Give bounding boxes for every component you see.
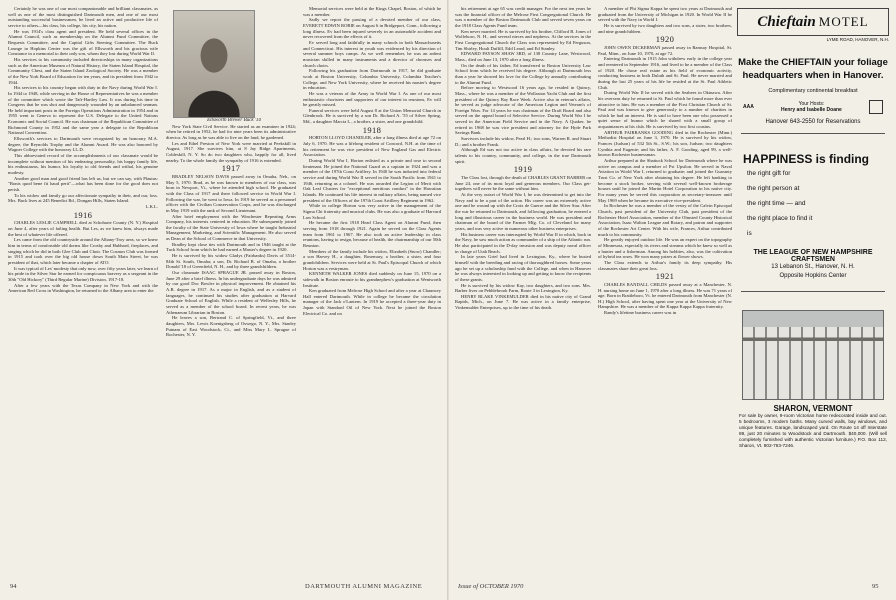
paragraph: Sadly we report the passing of a devoted member of our class, EVERETT EDWIN ROBIE on August 6 in Bridgeport, Conn., following a long illness. Ev had been injured severely in an automobile accident and never recovered from the effects of it. (303, 17, 441, 40)
logo-word: MOTEL (818, 14, 869, 29)
paragraph: He was a veteran of the Army in World War I. As one of our most enthusiastic choristers and supporters of our interest in reunions, Ev will be greatly missed. (303, 90, 441, 108)
left-col-1 (8, 6, 158, 581)
paragraph: Although Ed was not too active in class affairs, he devoted his rare talents to his country, community, and college, in the true Dartmouth spirit. (455, 147, 591, 164)
paragraph: his retirement at age 65 was credit manager. For the next ten years he was the financial officer of the Melrose First Congregational Church. He was a member of the Boston Dartmouth Club and served seven years on the 1918 Class Agents Fund team. (455, 6, 591, 28)
happiness-line: is (747, 230, 752, 237)
paragraph: This abbreviated record of the accomplishments of our classmate would be incomplete without mention of his endearing personality, his happy family life, his enthusiasms, his humor, his loyalty to old friends and withal, his genuine modesty. (8, 153, 158, 176)
happiness-lines (737, 166, 889, 241)
class-heading-1918: 1918 (362, 124, 382, 135)
seal-icon (869, 100, 883, 114)
paragraph: It was typical of Les' modesty that only now, over fifty years later, we learn of his pride in the Silver Star he earned for conspicuous bravery as a sergeant in the 30th "Old Hickory" (Third Regular Marine) Division, 1917-18. (8, 265, 158, 282)
class-1918-body (303, 135, 441, 316)
paragraph: He became the first 1918 Head Class Agent on Alumni Fund, then serving from 1918 through 1921. Again he served on the Class Agents team from 1961 to 1967. He also took an active leadership in class reunions, having to resign, because of health, the chairmanship of our 50th Reunion. (303, 220, 441, 248)
paragraph: JOHN OWEN DICKERMAN passed away in Ramsay Hospital, St. Paul, Minn., on June 10, 1970, at age 72. (598, 44, 732, 56)
paragraph: Randy's lifetime business career was in (604, 310, 677, 316)
league-name: THE LEAGUE OF NEW HAMPSHIRE CRAFTSMEN (753, 249, 873, 263)
footer-issue: Issue of OCTOBER 1970 (458, 583, 524, 590)
paragraph: Our classmate ISAAC SPRAGUE JR. passed away in Boston, June 29 after a brief illness. In his undergraduate days he was admired by our good Doc Bowler in physical improvement. He obtained his A.B. degree in 1917. As a major in English, and as a student of languages, he continued his studies after graduation at Harvard Graduate School of English. While a resident of Wellesley Hills, he served as a member of the school board. In recent years, he was Athenaeum Librarian in Boston. (166, 270, 296, 315)
paragraph: Before moving to Westwood 16 years ago, he resided in Quincy, Mass., where he was a member of the Wollaston Yacht Club and the first president of the Quincy Bay Race Week. Active also in veteran's affairs, he served as judge advocate of the American Legion and Veteran's of Foreign Wars. For 14 years he was chairman of the Draft Board and also served on the appeal board of Selective Service. During World War I he served in the American Field Service and in the Navy. A Quaker, he retired in 1968 he was vice president and attorney for the Hyde Park Savings Bank. (455, 85, 591, 136)
ad-divider (741, 133, 885, 134)
paragraph: Funeral services were held August 8 at the Union Memorial Church in Glenbrook. He is survived by a son Dr. Richard A. '55 of Silver Spring, Md., a daughter Marcia L., a brother, a sister, and one grandchild. (303, 107, 441, 125)
logo-sub: LYME ROAD, HANOVER, N.H. (826, 37, 889, 42)
paragraph: During World War II he served with the Seabees in Okinawa. After his overseas duty he returned to St. Paul which he found more than ever attractive to him. He was a member of the First Christian Church of St. Paul and was known to give generously to a number of charities in which he had an interest. He is said to have been one who possessed a quiet sense of humor which he shared with a small group of acquaintances at his club. He is survived by two first cousins. (598, 90, 732, 130)
paragraph: After a few years with the Texas Company in New York and with the American Red Cross in Washington, he returned to the Albany area to enter the (8, 282, 158, 294)
league-location: Opposite Hopkins Center (779, 273, 847, 279)
class-1916-body (8, 220, 158, 294)
paragraph: His business career was interrupted by World War II in which, back in the Navy, he saw much action as commander of a ship of the Atlantic run. He also participated in the D-day invasion and was deputy naval officer in charge of Utah Beach. (455, 231, 591, 254)
paragraph: He is survived by his widow Gladys (Fairbanks) Davis of 3514-84th St. South, Omaha; a son, Dr. Richard B. of Omaha, a brother Donald '18 of Greenfield, N. H., and by three grandchildren. (166, 253, 296, 270)
paragraph: Ken never married. He is survived by his brother, Clifford B. Jones of Wolfeboro, N. H., and several nieces and nephews. At the services in the First Congregational Church the Class was represented by Ed Ferguson, Tim Shirley, Hoult Duffill, Edd Leard, and Ed Stanley. (455, 28, 591, 51)
right-col-2 (598, 6, 732, 581)
paragraph: Memorial services were held at the Kings Chapel, Boston, of which he was a member. (303, 6, 441, 17)
paragraph: While in college Horton was very active in the management of the Sigma Chi fraternity and musical clubs. He was also a graduate of Harvard Law School. (303, 203, 441, 220)
paragraph: CHARLES RANDALL CHILDS passed away at a Manchester, N. H. nursing home on June 1, 1970 after a long illness. He was 71 years of age. Born in Brattleboro, Vt. he entered Dartmouth from Manchester (N. H.) High School, after having spent one year at the University of New Hampshire. He was a member of the Kappa Kappa Kappa fraternity. (598, 281, 732, 310)
class-heading-1916: 1916 (73, 209, 93, 220)
paragraph: BRADLEY NELSON DAVIS passed away in Omaha, Neb., on May 5, 1970. Brad, as he was known to members of our class, was born in Newport, Vt., where he attended high school. He graduated with the Class of 1917 and there followed service in World War I. Following the war, he went to Iowa. In 1919 he served as a personnel officer with the Civilian Conservation Corps, and he was discharged in May 1919 with the rank of Second Lieutenant. (166, 173, 296, 213)
logo-script: Chieftain (757, 13, 816, 30)
col2-top-text (166, 124, 296, 164)
paragraph: In late years Grief had lived in Lexington, Ky., where he busied himself with the breeding and racing of thoroughbred horses. Some years ago he set up a scholarship fund with the College, and when in Hanover he was always interested in looking up and getting to know the recipients of these grants. (455, 254, 591, 282)
class-heading-1921: 1921 (655, 271, 675, 282)
paragraph: His services to his community included directorships in many organizations such as the American Museum of Natural History, the Staten Island Hospital, the Community Chest, and the Staten Island Zoological Society. He was a member of the New York Board of Education for ten years, and its president from 1942 to 1944. (8, 56, 158, 85)
class-1917-body (166, 174, 296, 338)
paragraph: Arthur prepared at the Shattuck School for Dartmouth where he was active on campus and a member of Psi Upsilon. He served in Naval Aviation in World War I, returned to graduate; and joined the Guaranty Trust Co. of New York after obtaining his degree. He left banking to become a stock broker, serving with several well-known brokerage houses until he joined the Martin Hotel Corporation in his native city. For many years he served this corporation as secretary-treasurer until May 1969 when he became its executive vice-president. (598, 158, 732, 203)
league-address: 13 Lebanon St., Hanover, N. H. (771, 264, 855, 270)
intro-text (8, 6, 158, 204)
paragraph: A member of Phi Sigma Kappa he spent two years at Dartmouth and graduated from the University of Michigan in 1920. In World War II he served with the Navy in World I. (598, 6, 732, 23)
paragraph: Les came from the old countryside around the Albany-Troy area, so we knew him in terms of comfortable old dorms like Crosby and Hubbard, fireplaces, and singing which he did in both Glee Club and Choir. The Cosmos Club was formed in 1915 and took over the big old house down South Main Street, he was president of that, which later became a chapter of ATO. (8, 237, 158, 265)
paragraph: He is survived by his widow Kay, two daughters, and two sons. Mrs. Barber lives on Pebblebrook Farm, Route 3 in Lexington, Ky. (455, 282, 591, 294)
paragraph: ARTHUR FAIRBANKS GOODING died in the Rochester (Minn.) Methodist Hospital on June 3, 1970. He is survived by his widow, Frances (Judson) of 532 5th St., S.W.; his son, Judson; two daughters Cynthia and Eugenie; and his father, A. F. Gooding, aged 99, a well-known Rochester businessman. (598, 129, 732, 158)
signature: L.K.L. (145, 203, 158, 209)
col3-top-text (303, 6, 441, 125)
reservation-phone: Hanover 643-2550 for Reservations (765, 119, 861, 125)
victorian-house-photo (742, 310, 884, 400)
paragraph: Following his graduation from Dartmouth in 1917, he did graduate work at Boston University, Columbia University, Columbia Teacher's College, and New York University, where he received his master's degree in education. (303, 68, 441, 91)
paragraph: Certainly he was one of our most companionable and brilliant classmates, as well as one of the most distinguished Dartmouth men, and one of our most outstanding successful businessmen, he lived an active and productive life of service to others—his class, his college, his city, his nation. (8, 6, 158, 28)
left-col-2 (166, 118, 296, 578)
paragraph: The Class extends to Arthur's family its deep sympathy. His classmates share their great loss. (598, 259, 732, 271)
paragraph: Bradley kept close ties with Dartmouth and in 1946 taught at the Tuck School from which he had earned a Master's degree in 1920. (166, 241, 296, 253)
ads-column (737, 8, 889, 588)
chieftain-headline: Make the CHIEFTAIN your foliage headquarters when in Hanover. (738, 57, 888, 81)
happiness-line: the right gift for (747, 170, 791, 177)
paragraph: In Rochester he was a member of the vestry of the Calvin Episcopal Church, past president of the University Club, past president of the Rochester Hotel Association, member of the Olmsted County Historical Association, Isaac Walton League and Rotary, and patron and supporter of the Rochester Art Center. With his wife, Frances, Arthur contributed much to his community. (598, 203, 732, 237)
right-col2-top-text (598, 6, 732, 34)
class-1919-body (455, 175, 591, 311)
paragraph: Members of the family include his widow, Elizabeth (Snow) Chandler; a son Harvey H., a daughter, Rosemary, a brother, a sister, and four grandchildren. Services were held at St. Paul's Episcopal Church of which Horton was a vestryman. (303, 248, 441, 271)
paragraph: His services to his country began with duty in the Navy during World War I. In 1944 to 1948, while serving in the House of Representatives he was a member of the committee which wrote the Taft-Hartley Law. It was during his time in Congress that he was shot and dangerously wounded by an unbalanced seaman. He held important posts in the Foreign Operations Administration in 1954 and in 1955 went to Geneva to represent the U.S. Delegate to the United Nations Economic and Social Council. He was chairman of the Republican Committee of Richmond County in 1952 and the same year a delegate to the Republican National Convention. (8, 85, 158, 136)
hosts-block (781, 101, 842, 113)
paragraph: HORTON LLOYD CHANDLER, after a long illness died at age 72 on July 6, 1970. He was a lifelong resident of Concord, N.H. at the time of his retirement he was vice president of New England Gas and Electric Association. (303, 135, 441, 158)
happiness-headline: HAPPINESS is finding (743, 152, 870, 166)
paragraph: EDWARD PAYSON SHAW 3RD, of 138 Country Lane, Westwood, Mass., died on June 13, 1970 after a long illness. (455, 51, 591, 62)
paragraph: HENRY BLAKE VINKEMULDER died in his native city of Grand Rapids, Mich., on June 7. He was active in a family enterprise, Vinkemulder Enterprises, up to the time of his death. (455, 293, 591, 311)
page-number-left: 94 (10, 583, 17, 590)
right-col1-top-text (455, 6, 591, 164)
photo-caption: Ellsworth Brewer Buck '14 (207, 118, 261, 123)
paragraph: Another good man and good friend has left us, but we can say, with Plautus: "Bonis quod bene fit haud perit"—what has been done for the good does not perish. (8, 175, 158, 192)
portrait-photo (173, 10, 255, 118)
sharon-title: SHARON, VERMONT (773, 404, 853, 413)
class-1921-body (598, 282, 732, 316)
paragraph: On the death of his father, Ed transferred to Boston University Law School from which he received his degree. Although at Dartmouth less than a year he showed his love for the College by annually contributing to the Alumni Fund. (455, 62, 591, 85)
happiness-line: the right place to find it (747, 215, 813, 222)
happiness-line: the right time — and (747, 200, 806, 207)
paragraph: The Class lost, through the death of CHARLES GRANT BARBER on June 24, one of its most loyal and generous members. Our Class get-togethers will never be the same without him. (455, 175, 591, 192)
paragraph: KENNETH WALKER JONES died suddenly on June 15, 1970 on a sidewalk in Boston enroute to his grandnephew's graduation at Wentworth Institute. (303, 271, 441, 288)
breakfast-note: Complimentary continental breakfast (768, 88, 858, 94)
chieftain-logo (737, 8, 889, 36)
paragraph: Survivors include his widow, Pearl H.; two sons, Warren R. and Stuart D.; and a brother Frank. (455, 136, 591, 147)
paragraph: After brief employment with the Winchester Repeating Arms Company, his interests centered in education. He subsequently joined the faculty of the State University of Iowa where he taught Industrial Management, Marketing, and Scientific Management. He also served as Dean of the School of Commerce in that University. (166, 213, 296, 242)
paragraph: During World War I, Horton enlisted as a private and rose to second lieutenant. He joined the National Guard as a captain in 1924 and was a member of the 197th Coast Artillery. In 1940 he was inducted into federal service and during World War II served in the South Pacific from 1941 to 1946, returning as a colonel. He was awarded the Legion of Merit with Oak Leaf Clusters for "exceptional meritious conduct" in the Hawaiian Islands. He continued his life interest in military affairs, being named vice president of the Officers of the 197th Coast Artillery Regiment in 1962. (303, 158, 441, 203)
paragraph: To his widow and family go our affectionate sympathy in their, and our, loss. Mrs. Buck lives at 245 Benedict Rd., Dongan Hills, Staten Island. (8, 192, 158, 204)
paragraph: Ellsworth's services to Dartmouth were recognized by an honorary M.A. degree, the Reynolds Trophy and the Alumni Award. He was also honored by Wagner College with the honorary LL.D. (8, 136, 158, 153)
paragraph: CHARLES LESLIE CAMPBELL died at Schoharie County (N. Y.) Hospital on June 4, after years of failing health. But Les, as we knew him, always made the best of whatever life offered. (8, 220, 158, 237)
hosts-label: Your Hosts: (798, 101, 825, 107)
page-number-right: 95 (872, 583, 879, 590)
page-gutter (447, 0, 449, 600)
aaa-badge: AAA (743, 104, 754, 110)
right-col-1 (455, 6, 591, 581)
happiness-line: the right person at (747, 185, 800, 192)
paragraph: He greatly enjoyed outdoor life. He was an expert on the topography of Minnesota, especially its rivers and streams which he knew so well as a hunter and a fisherman. Among his hobbies, also, was the cultivation of hybrid tea roses. He won many prizes at flower shows. (598, 237, 732, 260)
paragraph: Entering Dartmouth in 1915 John withdrew early in the college year and reentered in September 1916, and lived to be a member of the Class of 1920. He chose real estate as his field of economic activity, conducting business in both Duluth and St. Paul. He never married and during the last 25 years of his life he resided at the St. Paul Athletic Club. (598, 56, 732, 90)
paragraph: Ken graduated from Melrose High School and after a year at Chauncey Hall entered Dartmouth. While in college he became the circulation manager of the Jack o'Lantern. In 1919 he accepted a three-year duty in Japan with Standard Oil of New York. Next he joined the Boston Electrical Co. and on (303, 288, 441, 316)
paragraph: He was 1914's class agent and president. He held several offices in the Alumni Council, such as membership on the Alumni Fund Committee, the Bequests Committee, and the Capital Gifts Steering Committee. The Buck Lounge in Hopkins Center was the gift of Ellsworth and his gracious wife Constance in a memorial to their only son, whom they lost during World War II. (8, 28, 158, 57)
paragraph: New York State Civil Service. He started as an examiner in 1924; when he retired in 1952, he had for nine years been its administrative director. As long as he was able to live on the land, he gardened. (166, 123, 296, 140)
footer-magazine-title: DARTMOUTH ALUMNI MAGAZINE (305, 583, 423, 590)
class-1920-body (598, 45, 732, 271)
left-col-3 (303, 6, 441, 581)
ad-divider-2 (741, 291, 885, 292)
class-heading-1920: 1920 (655, 34, 675, 45)
paragraph: He leaves a son, Bertrand C. of Springfield, Vt., and three daughters, Mrs. Lewis Koenigsberg of Oswego, N. Y., Mrs. Stanley Putnam of East Woodstock, Ct., and Miss Mary L. Sprague of Rochester, N. Y. (166, 315, 296, 338)
hosts-names: Henry and Isabelle Doane (780, 107, 842, 113)
sharon-listing: For sale by owner, 9-room Victorian home redecorated inside and out. 5 bedrooms, 3 modern baths. Many curved walls, bay windows, and unique features. Garage, landscaped yard. On Route 14 off Interstate 89, just 20 minutes to Woodstock and Dartmouth. $40,000. (Will sell completely furnished with authentic Victorian furniture.) P.O. Box 112, Sharon, Vt. 802-763-7246. (739, 413, 887, 448)
paragraph: Les and Ethel Preston of New York were married at Peekskill in August, 1917. She survives him, at 8 Jay Ridge Apartments, Cobleskill, N. Y. So do two daughters who, happily for all, lived nearby. To the whole family the sympathy of 1916 is extended. (166, 140, 296, 163)
class-heading-1919: 1919 (513, 164, 533, 175)
paragraph: At the very outset of World War I, he was determined to get into the Navy and to be a part of the action. His career was an extremely active one and he wound up with the Croix de Guerre and the Silver Star. After the war he returned to Dartmouth, and following graduation, he entered a long and illustrious career in the business world. He was president and chairman of the board of the Farmer Mfg. Co. of Cleveland for many years, and was very active in numerous other business enterprises. (455, 192, 591, 231)
paragraph: He is survived by two daughters and two sons, a sister, two brothers, and nine grandchildren. (598, 22, 732, 34)
hosts-row (737, 100, 889, 114)
class-heading-1917: 1917 (221, 163, 241, 174)
paragraph: Ev served long and faithfully in many schools in both Massachusetts and Connecticut. His interest in youth was evidenced by his direction of several summer boys camps. As we well remember, he was an ardent musician skilled in many instruments and a director of choruses and church choirs. (303, 39, 441, 68)
